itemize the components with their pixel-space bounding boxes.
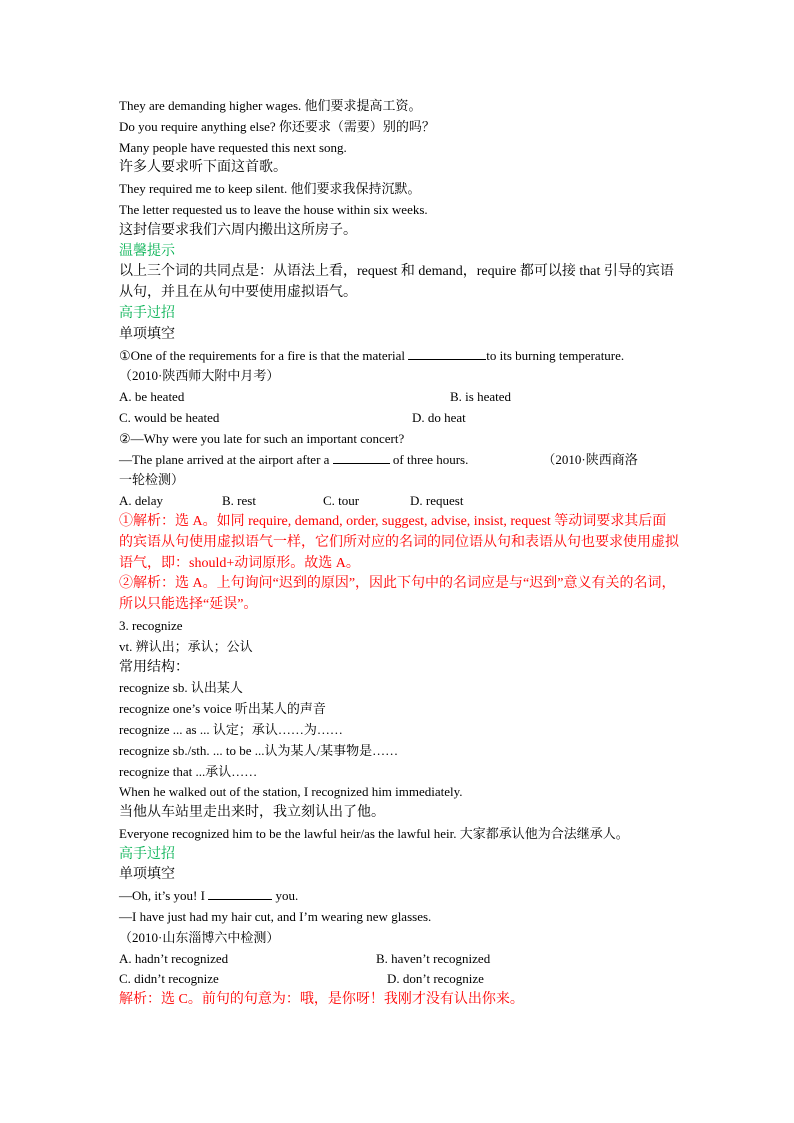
example-sentence: Everyone recognized him to be the lawful heir/as the lawful heir. 大家都承认他为合法继承人。	[119, 825, 629, 841]
option-a: A. hadn’t recognized	[119, 950, 229, 966]
option-c: C. tour	[323, 493, 360, 509]
answer-blank	[208, 887, 272, 900]
structure-item: recognize sb./sth. ... to be ...认为某人/某事物是……	[119, 742, 399, 758]
option-c: C. would be heated	[119, 409, 220, 425]
example-translation: 许多人要求听下面这首歌。	[119, 160, 287, 176]
example-translation: 当他从车站里走出来时，我立刻认出了他。	[119, 805, 385, 821]
question-source: （2010·山东淄博六中检测）	[119, 929, 280, 945]
document-body	[119, 96, 679, 1011]
question-2-options	[119, 491, 679, 512]
tip-heading: 温馨提示	[119, 243, 175, 259]
example-translation: 这封信要求我们六周内搬出这所房子。	[119, 222, 357, 238]
answer-blank	[333, 451, 390, 464]
section-subheading: 单项填空	[119, 326, 175, 342]
example-sentence: The letter requested us to leave the house within six weeks.	[119, 201, 428, 217]
structure-item: recognize that ...承认……	[119, 763, 258, 779]
answer-explanation-1: ①解析：选 A。如同 require, demand, order, suggest, advise, insist, request 等动词要求其后面的宾语从句使用虚拟语气一样，它们所对应的名词的同位语从句和表语从句也要求使用虚拟语气，即：should+动词原形。故选 A。	[119, 513, 679, 571]
example-sentence: They are demanding higher wages. 他们要求提高工资。	[119, 98, 422, 113]
answer-explanation-3: 解析：选 C。前句的句意为：哦，是你呀！我刚才没有认出你来。	[119, 992, 524, 1008]
question-2-line2	[119, 450, 679, 471]
question-3-text-end: you.	[272, 888, 299, 904]
question-3-stem	[119, 886, 679, 907]
example-sentence: Many people have requested this next song.	[119, 139, 347, 155]
section-subheading: 单项填空	[119, 867, 175, 883]
word-definition: vt. 辨认出；承认；公认	[119, 638, 253, 654]
question-source: （2010·陕西师大附中月考）	[119, 368, 280, 384]
question-1-options-row2	[119, 408, 679, 429]
question-source-cont: 一轮检测）	[119, 472, 185, 488]
question-1-text-end: to its burning temperature.	[486, 347, 625, 363]
question-1-options-row1	[119, 387, 679, 408]
option-a: A. be heated	[119, 389, 185, 405]
question-source: （2010·陕西商洛	[542, 451, 638, 467]
example-sentence: When he walked out of the station, I recognized him immediately.	[119, 784, 463, 800]
question-3-line2: —I have just had my hair cut, and I’m wearing new glasses.	[119, 909, 432, 925]
option-b: B. is heated	[450, 389, 512, 405]
section-heading: 高手过招	[119, 846, 175, 862]
option-c: C. didn’t recognize	[119, 971, 219, 987]
word-heading: 3. recognize	[119, 617, 183, 633]
option-d: D. request	[410, 493, 464, 509]
tip-text: 以上三个词的共同点是：从语法上看，request 和 demand，require 都可以接 that 引导的宾语从句，并且在从句中要使用虚拟语气。	[119, 264, 674, 301]
question-2-text-end: of three hours.	[389, 451, 469, 467]
option-d: D. do heat	[412, 409, 466, 425]
question-1-text: ①One of the requirements for a fire is that the material	[119, 347, 409, 363]
answer-blank	[408, 347, 486, 360]
structure-heading: 常用结构：	[119, 659, 189, 675]
question-2-stem: ②—Why were you late for such an important concert?	[119, 430, 405, 446]
example-sentence: Do you require anything else? 你还要求（需要）别的吗？	[119, 118, 435, 134]
question-3-options-row1	[119, 949, 679, 970]
question-3-text: —Oh, it’s you! I	[119, 888, 209, 904]
question-2-text: —The plane arrived at the airport after a	[119, 451, 333, 467]
option-b: B. rest	[222, 493, 256, 509]
option-d: D. don’t recognize	[387, 971, 484, 987]
example-sentence: They required me to keep silent. 他们要求我保持沉默。	[119, 181, 421, 197]
answer-explanation-2: ②解析：选 A。上句询问“迟到的原因”，因此下句中的名词应是与“迟到”意义有关的名词，所以只能选择“延误”。	[119, 576, 676, 613]
structure-item: recognize sb. 认出某人	[119, 680, 243, 696]
structure-item: recognize ... as ... 认定；承认……为……	[119, 721, 343, 737]
section-heading: 高手过招	[119, 305, 175, 321]
structure-item: recognize one’s voice 听出某人的声音	[119, 701, 326, 717]
question-1-stem	[119, 346, 679, 367]
option-b: B. haven’t recognized	[376, 950, 491, 966]
question-3-options-row2	[119, 969, 679, 990]
option-a: A. delay	[119, 493, 164, 509]
